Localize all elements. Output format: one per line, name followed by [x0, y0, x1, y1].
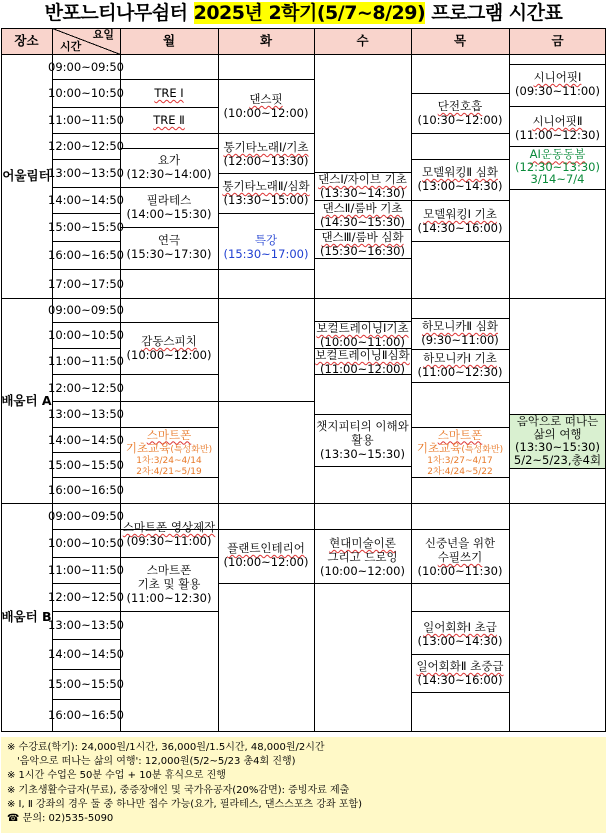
- time-slot: 10:00~10:50: [48, 536, 124, 550]
- place-baeumteo-b: 배움터 B: [1, 609, 52, 624]
- class-drama: 연극 (15:30~17:30): [126, 233, 212, 261]
- time-slot: 14:00~14:50: [48, 647, 124, 661]
- phone-icon: ☎: [7, 813, 20, 825]
- class-smartphone-video: 스마트폰 영상제작 (09:30~11:00): [122, 520, 216, 548]
- note-music-fee: '음악으로 떠나는 삶의 여행': 12,000원(5/2~5/23 총4회 진행): [17, 756, 296, 768]
- class-model-walking-1: 모델워킹Ⅰ 기초 (14:30~16:00): [417, 207, 503, 235]
- header-day-thu: 목: [411, 28, 509, 54]
- time-slot: 16:00~16:50: [48, 483, 124, 497]
- class-japanese-2: 일어회화Ⅱ 초중급 (14:30~16:00): [416, 659, 504, 687]
- class-harmonica-2: 하모니카Ⅱ 심화 (9:30~11:00): [421, 319, 499, 347]
- time-slot: 11:00~11:50: [48, 563, 124, 577]
- class-dance-jive: 댄스Ⅰ/자이브 기초 (13:30~14:30): [318, 172, 407, 200]
- time-slot: 09:00~09:50: [48, 509, 124, 523]
- class-dance-rumba-advanced: 댄스Ⅲ/룸바 심화 (15:30~16:30): [320, 230, 405, 258]
- class-vocal-1: 보컬트레이닝Ⅰ기초 (10:00~11:00): [316, 321, 409, 349]
- time-slot: 12:00~12:50: [48, 590, 124, 604]
- header-day-tue: 화: [218, 28, 314, 54]
- class-guitar-2: 통기타노래Ⅱ/심화 (13:30~15:00): [222, 179, 310, 207]
- notes-box: [1, 737, 606, 833]
- class-special-lecture: 특강 (15:30~17:00): [223, 233, 309, 261]
- header-place: 장소: [1, 28, 52, 54]
- class-senior-fit-2: 시니어핏Ⅱ (11:00~12:30): [515, 114, 600, 142]
- time-slot: 14:00~14:50: [48, 193, 124, 207]
- class-chatgpt: 챗지피티의 이해와 활용 (13:30~15:30): [316, 419, 409, 461]
- time-slot: 16:00~16:50: [48, 708, 124, 722]
- time-slot: 11:00~11:50: [48, 113, 124, 127]
- class-vocal-2: 보컬트레이닝Ⅱ심화 (11:00~12:00): [315, 348, 410, 376]
- time-slot: 10:00~10:50: [48, 328, 124, 342]
- class-modern-art: 현대미술이론 그리고 드로잉 (10:00~12:00): [320, 536, 405, 578]
- time-slot: 12:00~12:50: [48, 139, 124, 153]
- class-dance-fit: 댄스핏 (10:00~12:00): [223, 92, 309, 120]
- header-day-wed: 수: [314, 28, 411, 54]
- class-harmonica-1: 하모니카Ⅰ 기초 (11:00~12:30): [417, 351, 503, 379]
- time-slot: 17:00~17:50: [48, 276, 124, 291]
- time-slot: 09:00~09:50: [48, 59, 124, 74]
- class-ai-exercise: AI운동동봄 (12:30~13:30) 3/14~7/4: [515, 147, 600, 187]
- note-fee: ※ 수강료(학기): 24,000원/1시간, 36,000원/1.5시간, 48,000원/2시간: [7, 742, 325, 753]
- class-model-walking-2: 모델워킹Ⅱ 심화 (13:00~14:30): [417, 165, 503, 193]
- class-danjeon: 단전호흡 (10:30~12:00): [417, 99, 503, 127]
- time-slot: 13:00~13:50: [48, 407, 124, 421]
- class-speech: 감동스피치 (10:00~12:00): [126, 334, 212, 362]
- header-time-label: 시간: [60, 40, 82, 53]
- time-slot: 09:00~09:50: [48, 303, 124, 317]
- header-day-mon: 월: [120, 28, 218, 54]
- page-title: 반포느티나무쉼터 2025년 2학기(5/7~8/29) 프로그램 시간표: [44, 2, 563, 24]
- place-baeumteo-a: 배움터 A: [1, 392, 52, 408]
- header-day-label: 요일: [92, 28, 114, 41]
- time-slot: 15:00~15:50: [48, 457, 124, 472]
- class-yoga: 요가 (12:30~14:00): [126, 153, 212, 181]
- class-guitar-1: 통기타노래Ⅰ/기초 (12:00~13:30): [223, 140, 309, 168]
- time-slot: 16:00~16:50: [48, 248, 124, 262]
- time-slot: 13:00~13:50: [48, 618, 124, 632]
- class-dance-rumba-basic: 댄스Ⅱ/룸바 기초 (14:30~15:30): [320, 201, 405, 229]
- class-tre-1: TRE Ⅰ: [154, 86, 184, 100]
- class-smartphone-mon: 스마트폰 기초교육(특성화반) 1차:3/24~4/14 2차:4/21~5/19: [125, 427, 213, 477]
- header-day-time: [52, 28, 120, 54]
- time-slot: 11:00~11:50: [48, 354, 124, 368]
- time-slot: 14:00~14:50: [48, 432, 124, 447]
- time-slot: 12:00~12:50: [48, 380, 124, 395]
- header-day-fri: 금: [509, 28, 606, 54]
- note-class-length: ※ 1시간 수업은 50분 수업 + 10분 휴식으로 진행: [7, 770, 226, 782]
- time-slot: 15:00~15:50: [48, 220, 124, 234]
- contact-line: [7, 812, 606, 826]
- class-japanese-1: 일어회화Ⅰ 초급 (13:00~14:30): [417, 620, 503, 648]
- time-slot: 10:00~10:50: [48, 86, 124, 100]
- time-slot: 13:00~13:50: [48, 166, 124, 180]
- class-senior-fit-1: 시니어핏Ⅰ (09:30~11:00): [515, 70, 600, 98]
- time-slot: 15:00~15:50: [48, 677, 124, 691]
- class-tre-2: TRE Ⅱ: [153, 113, 185, 127]
- class-essay-writing: 신중년을 위한 수필쓰기 (10:00~11:30): [417, 536, 503, 578]
- class-pilates: 필라테스 (14:00~15:30): [126, 193, 212, 221]
- class-music-journey: 음악으로 떠나는 삶의 여행 (13:30~15:30) 5/2~5/23,총4회: [509, 414, 606, 468]
- class-smartphone-thu: 스마트폰 기초교육(특성화반) 1차:3/27~4/17 2차:4/24~5/22: [416, 427, 504, 477]
- note-discount: ※ 기초생활수급자(무료), 중증장애인 및 국가유공자(20%감면): 증빙자료 제출: [7, 784, 350, 796]
- contact-phone: 문의: 02)535-5090: [22, 813, 114, 825]
- class-smartphone-basic: 스마트폰 기초 및 활용 (11:00~12:30): [126, 563, 212, 605]
- class-plant-interior: 플랜트인테리어 (10:00~12:00): [223, 541, 309, 569]
- note-enrollment: ※ Ⅰ, Ⅱ 강좌의 경우 둘 중 하나만 접수 가능(요가, 필라테스, 댄스스포츠 강좌 포함): [7, 798, 363, 810]
- place-oullimteo: 어울림터: [2, 168, 51, 183]
